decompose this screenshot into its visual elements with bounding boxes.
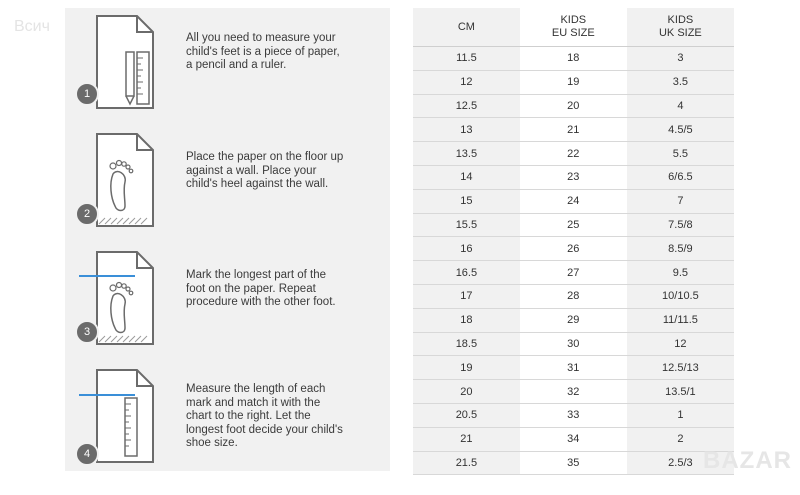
- cell-eu-size: 21: [520, 118, 627, 142]
- cell-cm: 12: [413, 70, 520, 94]
- table-row: [413, 427, 734, 451]
- cell-cm: 21: [413, 427, 520, 451]
- cell-cm: 13.5: [413, 142, 520, 166]
- cell-uk-size: 7.5/8: [627, 213, 734, 237]
- cell-eu-size: 27: [520, 261, 627, 285]
- cell-eu-size: 18: [520, 47, 627, 71]
- table-row: [413, 261, 734, 285]
- kids-size-chart-table: [413, 8, 734, 475]
- cell-cm: 13: [413, 118, 520, 142]
- cell-cm: 19: [413, 356, 520, 380]
- cell-eu-size: 20: [520, 94, 627, 118]
- cell-cm: 18.5: [413, 332, 520, 356]
- cell-uk-size: 3: [627, 47, 734, 71]
- table-row: [413, 284, 734, 308]
- cell-eu-size: 32: [520, 380, 627, 404]
- guide-step-3: [65, 244, 390, 354]
- step-number-badge: 2: [75, 202, 99, 226]
- table-row: [413, 332, 734, 356]
- cell-eu-size: 24: [520, 189, 627, 213]
- cell-uk-size: 12.5/13: [627, 356, 734, 380]
- step-number-badge: 4: [75, 442, 99, 466]
- header-line: EU SIZE: [551, 27, 595, 39]
- cell-eu-size: 30: [520, 332, 627, 356]
- cell-eu-size: 28: [520, 284, 627, 308]
- header-line: UK SIZE: [658, 27, 702, 39]
- cell-eu-size: 23: [520, 165, 627, 189]
- table-header-row: [413, 8, 734, 47]
- table-row: [413, 189, 734, 213]
- table-row: [413, 380, 734, 404]
- cell-eu-size: 25: [520, 213, 627, 237]
- header-line: CM: [457, 20, 475, 33]
- column-header-uk-size: [627, 8, 734, 47]
- table-row: [413, 142, 734, 166]
- cell-cm: 14: [413, 165, 520, 189]
- table-row: [413, 70, 734, 94]
- header-line: KIDS: [560, 14, 587, 26]
- cell-uk-size: 12: [627, 332, 734, 356]
- table-row: [413, 165, 734, 189]
- table-row: [413, 213, 734, 237]
- cell-uk-size: 7: [627, 189, 734, 213]
- watermark-text-right: BAZAR: [703, 447, 792, 474]
- guide-step-4: [65, 362, 390, 472]
- cell-cm: 15.5: [413, 213, 520, 237]
- table-row: [413, 118, 734, 142]
- table-row: [413, 451, 734, 475]
- step-1-text: All you need to measure your child's feet is a piece of paper, a pencil and a ruler.: [186, 32, 340, 71]
- cell-eu-size: 31: [520, 356, 627, 380]
- guide-step-1: [65, 8, 390, 118]
- step-2-text: Place the paper on the floor up against a wall. Place your child's heel against the wall.: [186, 151, 344, 190]
- step-number-badge: 1: [75, 82, 99, 106]
- cell-eu-size: 22: [520, 142, 627, 166]
- cell-cm: 12.5: [413, 94, 520, 118]
- cell-cm: 16.5: [413, 261, 520, 285]
- step-number-badge: 3: [75, 320, 99, 344]
- cell-uk-size: 3.5: [627, 70, 734, 94]
- cell-cm: 21.5: [413, 451, 520, 475]
- cell-eu-size: 19: [520, 70, 627, 94]
- table-row: [413, 308, 734, 332]
- cell-eu-size: 29: [520, 308, 627, 332]
- table-row: [413, 47, 734, 71]
- cell-uk-size: 13.5/1: [627, 380, 734, 404]
- table-row: [413, 94, 734, 118]
- cell-eu-size: 33: [520, 403, 627, 427]
- cell-cm: 16: [413, 237, 520, 261]
- cell-uk-size: 5.5: [627, 142, 734, 166]
- cell-uk-size: 8.5/9: [627, 237, 734, 261]
- cell-eu-size: 26: [520, 237, 627, 261]
- cell-eu-size: 35: [520, 451, 627, 475]
- measuring-guide-panel: [65, 8, 390, 471]
- cell-cm: 11.5: [413, 47, 520, 71]
- cell-uk-size: 2: [627, 427, 734, 451]
- cell-uk-size: 6/6.5: [627, 165, 734, 189]
- column-header-cm: [413, 8, 520, 47]
- cell-uk-size: 2.5/3: [627, 451, 734, 475]
- cell-uk-size: 10/10.5: [627, 284, 734, 308]
- table-row: [413, 356, 734, 380]
- cell-eu-size: 34: [520, 427, 627, 451]
- step-3-text: Mark the longest part of the foot on the paper. Repeat procedure with the other foot.: [186, 269, 336, 308]
- guide-step-2: [65, 126, 390, 236]
- cell-cm: 15: [413, 189, 520, 213]
- cell-uk-size: 4.5/5: [627, 118, 734, 142]
- cell-uk-size: 11/11.5: [627, 308, 734, 332]
- header-line: KIDS: [667, 14, 694, 26]
- cell-uk-size: 9.5: [627, 261, 734, 285]
- cell-cm: 20: [413, 380, 520, 404]
- table-row: [413, 237, 734, 261]
- cell-cm: 17: [413, 284, 520, 308]
- cell-cm: 18: [413, 308, 520, 332]
- cell-cm: 20.5: [413, 403, 520, 427]
- step-4-text: Measure the length of each mark and match it with the chart to the right. Let the longest foot decide your child's shoe size.: [186, 383, 343, 449]
- table-row: [413, 403, 734, 427]
- column-header-eu-size: [520, 8, 627, 47]
- cell-uk-size: 4: [627, 94, 734, 118]
- watermark-text-left: Всич: [14, 18, 50, 35]
- cell-uk-size: 1: [627, 403, 734, 427]
